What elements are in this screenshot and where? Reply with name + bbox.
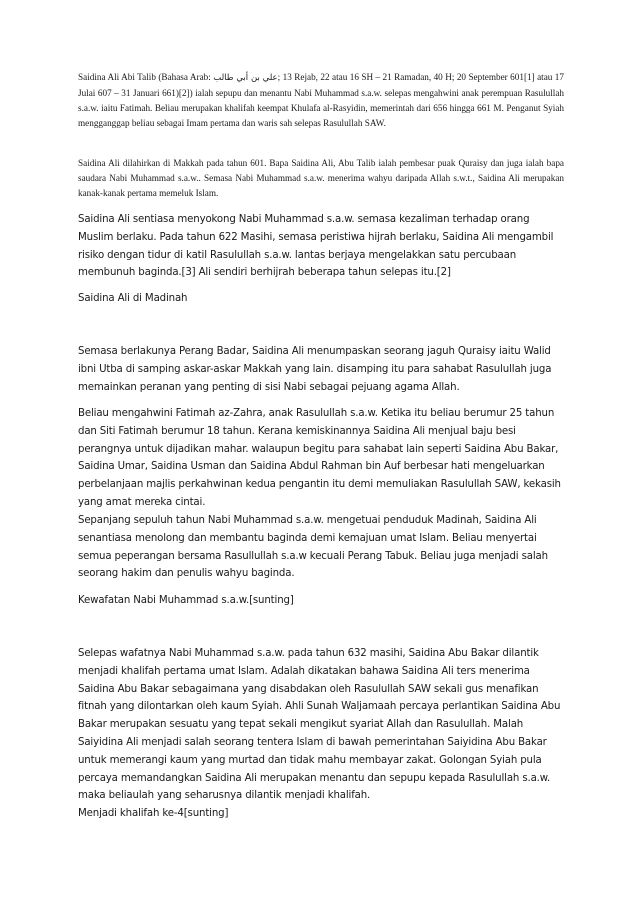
khalifah-paragraph: Selepas wafatnya Nabi Muhammad s.a.w. pada tahun 632 masihi, Saidina Abu Bakar dilantik menjadi khalifah pertama umat Islam. Adalah dikatakan bahawa Saidina Ali ters menerima Saidina Abu Bakar sebagaimana yang disabdakan oleh Rasulullah SAW sekali gus menafikan fitnah yang dilontarkan oleh kaum Syiah. Ahli Sunah Waljamaah percaya perlantikan Saidina Abu Bakar merupakan sesuatu yang tepat sekali mengikut syariat Allah dan Rasulullah. Malah Saiyidina Ali menjadi salah seorang tentera Islam di bawah pemerintahan Saiyidina Abu Bakar untuk memerangi kaum yang murtad dan tidak mahu membayar zakat. Golongan Syiah pula percaya memandangkan Saidina Ali merupakan menantu dan sepupu kepada Rasulullah s.a.w. maka beliaulah yang seharusnya dilantik menjadi khalifah. (78, 648, 561, 802)
intro-paragraph (78, 70, 564, 131)
marriage-paragraph: Beliau mengahwini Fatimah az-Zahra, anak Rasulullah s.a.w. Ketika itu beliau berumur 25 tahun dan Siti Fatimah berumur 18 tahun. Kerana kemiskinannya Saidina Ali menjual baju besi perangnya untuk dijadikan mahar. walaupun begitu para sahabat lain seperti Saidina Abu Bakar, Saidina Umar, Saidina Usman dan Saidina Abdul Rahman bin Auf berbesar hati mengeluarkan perbelanjaan majlis perkahwinan kedua pengantin itu demi memuliakan Rasulullah SAW, kekasih yang amat mereka cintai. (78, 408, 561, 508)
intro-text-end: ; 13 Rejab, 22 atau 16 SH – 21 Ramadan, 40 H; 20 September 601[1] atau 17 Julai 607 – 31 Januari 661)[2]) ialah sepupu dan menantu Nabi Muhammad s.a.w. selepas mengahwini anak perempuan Rasulullah s.a.w. iaitu Fatimah. Beliau merupakan khalifah keempat Khulafa al-Rasyidin, memerintah dari 656 hingga 661 M. Penganut Syiah mengganggap beliau sebagai Imam pertama dan waris sah selepas Rasulullah SAW. (78, 72, 564, 128)
hijrah-paragraph: Saidina Ali sentiasa menyokong Nabi Muhammad s.a.w. semasa kezaliman terhadap orang Muslim berlaku. Pada tahun 622 Masihi, semasa peristiwa hijrah berlaku, Saidina Ali mengambil risiko dengan tidur di katil Rasulullah s.a.w. lantas berjaya mengelakkan satu percubaan membunuh baginda.[3] Ali sendiri berhijrah beberapa tahun selepas itu.[2] (78, 214, 554, 279)
badar-paragraph: Semasa berlakunya Perang Badar, Saidina Ali menumpaskan seorang jaguh Quraisy iaitu Walid ibni Utba di samping askar-askar Makkah yang lain. disamping itu para sahabat Rasulullah juga memainkan peranan yang penting di sisi Nabi sebagai pejuang agama Allah. (78, 346, 552, 393)
heading-kewafatan: Kewafatan Nabi Muhammad s.a.w.[sunting] (78, 595, 294, 606)
heading-khalifah-ke4: Menjadi khalifah ke-4[sunting] (78, 808, 229, 819)
madinah-paragraph: Sepanjang sepuluh tahun Nabi Muhammad s.a.w. mengetuai penduduk Madinah, Saidina Ali senantiasa menolong dan membantu baginda demi kemajuan umat Islam. Beliau menyertai semua peperangan bersama Rasullullah s.a.w kecuali Perang Tabuk. Beliau juga menjadi salah seorang hakim dan penulis wahyu baginda. (78, 515, 548, 580)
birth-paragraph: Saidina Ali dilahirkan di Makkah pada tahun 601. Bapa Saidina Ali, Abu Talib ialah pembesar puak Quraisy dan juga ialah bapa saudara Nabi Muhammad s.a.w.. Semasa Nabi Muhammad s.a.w. menerima wahyu daripada Allah s.w.t., Saidina Ali merupakan kanak-kanak pertama memeluk Islam. (78, 158, 564, 198)
arabic-name: علي بن أبي طالب (213, 73, 278, 83)
heading-madinah: Saidina Ali di Madinah (78, 293, 188, 304)
intro-text-start: Saidina Ali Abi Talib (Bahasa Arab: (78, 72, 214, 82)
